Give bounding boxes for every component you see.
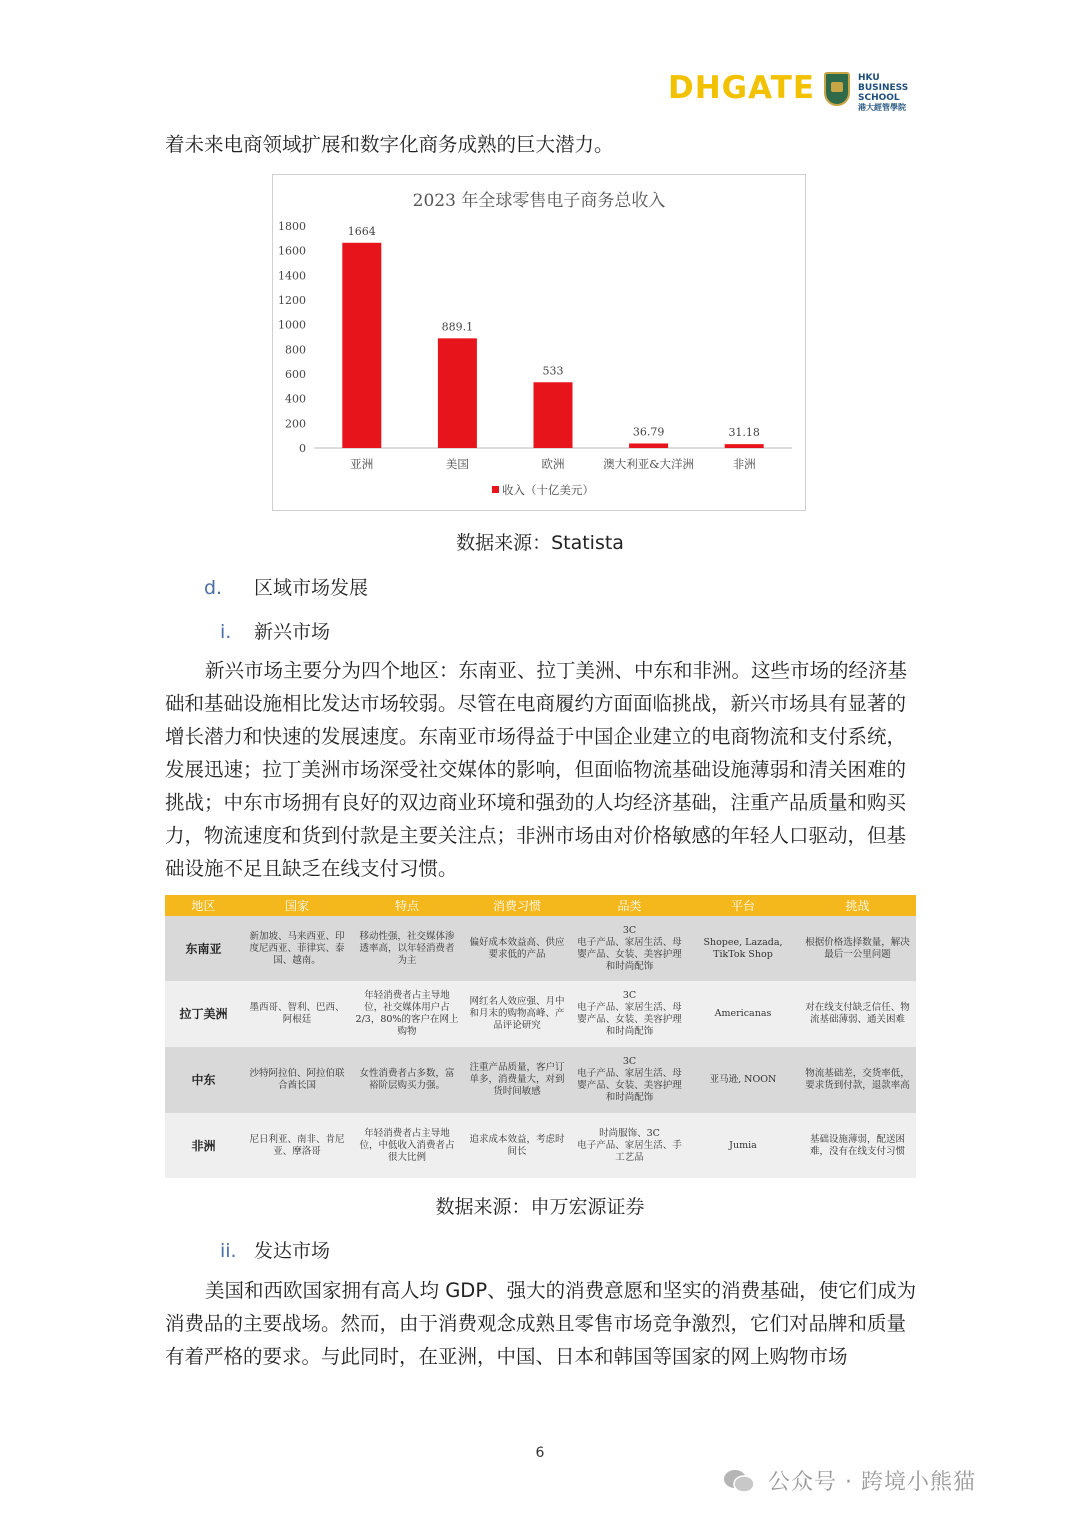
table-cell: Shopee, Lazada, TikTok Shop (687, 916, 799, 981)
table-cell: 沙特阿拉伯、阿拉伯联合酋长国 (242, 1047, 352, 1113)
legend-label: 收入（十亿美元） (502, 483, 594, 497)
table-cell: 注重产品质量，客户订单多，消费量大，对到货时间敏感 (462, 1047, 572, 1113)
bar-value-label: 1664 (347, 224, 376, 238)
header-categories: 品类 (572, 895, 687, 916)
regional-market-table (165, 895, 916, 1178)
section-d-heading (204, 573, 368, 600)
table-cell-region: 拉丁美洲 (165, 981, 242, 1047)
header-habits: 消费习惯 (462, 895, 572, 916)
table-cell: 3C 电子产品、家居生活、母婴产品、女装、美容护理和时尚配饰 (572, 916, 687, 981)
table-cell: 根据价格选择数量，解决最后一公里问题 (799, 916, 916, 981)
bar (629, 443, 668, 448)
table-cell: 尼日利亚、南非、肯尼亚、摩洛哥 (242, 1113, 352, 1178)
intro-line: 着未来电商领域扩展和数字化商务成熟的巨大潜力。 (165, 133, 614, 156)
hku-shield-icon (824, 72, 850, 106)
hku-line-3: SCHOOL (858, 93, 900, 103)
bar-value-label: 533 (542, 364, 564, 378)
table-cell: 移动性强，社交媒体渗透率高，以年轻消费者为主 (352, 916, 462, 981)
hku-line-2: BUSINESS (858, 83, 909, 93)
chart-title: 2023 年全球零售电子商务总收入 (412, 191, 666, 211)
hku-logo-text (858, 73, 908, 113)
table-header-row (165, 895, 916, 916)
y-tick-label: 200 (285, 417, 306, 431)
table-row (165, 1047, 916, 1113)
table-cell-region: 非洲 (165, 1113, 242, 1178)
header-features: 特点 (352, 895, 462, 916)
emerging-markets-paragraph (165, 654, 925, 885)
table-cell-region: 东南亚 (165, 916, 242, 981)
bar (342, 243, 381, 448)
table-cell: 网红名人效应强、月中和月末的购物高峰、产品评论研究 (462, 981, 572, 1047)
bar (438, 338, 477, 448)
y-tick-label: 0 (299, 442, 306, 455)
dhgate-logo: DHGATE (668, 70, 816, 106)
table-cell: 物流基础差，交货率低，要求货到付款，退款率高 (799, 1047, 916, 1113)
section-d-number: d. (204, 577, 223, 599)
x-tick-label: 亚洲 (350, 457, 374, 471)
legend-swatch (492, 486, 499, 493)
table-cell: 3C 电子产品、家居生活、母婴产品、女装、美容护理和时尚配饰 (572, 1047, 687, 1113)
bar-value-label: 31.18 (728, 426, 760, 440)
header-country: 国家 (242, 895, 352, 916)
hku-line-1: HKU (858, 73, 880, 83)
header-platform: 平台 (687, 895, 799, 916)
bar-value-label: 889.1 (441, 320, 474, 334)
x-tick-label: 美国 (445, 457, 469, 471)
watermark-text: 公众号 · 跨境小熊猫 (768, 1470, 976, 1495)
section-i-title: 新兴市场 (254, 621, 331, 643)
section-i-number: i. (220, 621, 232, 643)
y-tick-label: 1400 (278, 269, 306, 283)
emerging-markets-text: 新兴市场主要分为四个地区：东南亚、拉丁美洲、中东和非洲。这些市场的经济基础和基础设施相比发达市场较弱。尽管在电商履约方面面临挑战，新兴市场具有显著的增长潜力和快速的发展速度。东南亚市场得益于中国企业建立的电商物流和支付系统，发展迅速；拉丁美洲市场深受社交媒体的影响，但面临物流基础设施薄弱和清关困难的挑战；中东市场拥有良好的双边商业环境和强劲的人均经济基础，注重产品质量和购买力，物流速度和货到付款是主要关注点；非洲市场由对价格敏感的年轻人口驱动，但基础设施不足且缺乏在线支付习惯。 (165, 659, 908, 880)
wechat-icon (722, 1468, 756, 1494)
table-cell: Americanas (687, 981, 799, 1047)
table-caption: 数据来源：申万宏源证券 (435, 1196, 645, 1218)
y-tick-label: 1000 (278, 318, 306, 332)
x-tick-label: 非洲 (732, 457, 756, 471)
y-tick-label: 800 (285, 343, 306, 357)
x-tick-label: 澳大利亚&大洋洲 (603, 457, 694, 471)
y-tick-label: 1800 (278, 220, 306, 233)
header-region: 地区 (165, 895, 242, 916)
table-cell: 新加坡、马来西亚、印度尼西亚、菲律宾、泰国、越南。 (242, 916, 352, 981)
page-number: 6 (535, 1445, 545, 1461)
table-cell: 时尚服饰、3C 电子产品、家居生活、手工艺品 (572, 1113, 687, 1178)
section-ii-heading (220, 1236, 330, 1263)
table-row (165, 1113, 916, 1178)
header-challenges: 挑战 (799, 895, 916, 916)
table-cell-region: 中东 (165, 1047, 242, 1113)
table-cell: 3C 电子产品、家居生活、母婴产品、女装、美容护理和时尚配饰 (572, 981, 687, 1047)
table-cell: 偏好成本效益高、供应要求低的产品 (462, 916, 572, 981)
bar (725, 444, 764, 448)
table-cell: 对在线支付缺乏信任、物流基础薄弱、通关困难 (799, 981, 916, 1047)
section-ii-number: ii. (220, 1240, 237, 1262)
y-tick-label: 600 (285, 368, 306, 381)
table-cell: Jumia (687, 1113, 799, 1178)
bar-value-label: 36.79 (632, 425, 665, 439)
hku-line-4: 港大經管學院 (858, 103, 906, 112)
table-cell: 女性消费者占多数，富裕阶层购买力强。 (352, 1047, 462, 1113)
y-tick-label: 1200 (278, 294, 306, 307)
y-tick-label: 1600 (278, 244, 306, 258)
table-cell: 年轻消费者占主导地位，社交媒体用户占2/3，80%的客户在网上购物 (352, 981, 462, 1047)
table-row (165, 981, 916, 1047)
table-row (165, 916, 916, 981)
table-cell: 墨西哥、智利、巴西、阿根廷 (242, 981, 352, 1047)
developed-markets-paragraph (165, 1274, 925, 1373)
table-cell: 基础设施薄弱，配送困难，没有在线支付习惯 (799, 1113, 916, 1178)
chart-caption: 数据来源：Statista (456, 532, 624, 554)
bar (534, 382, 573, 448)
section-d-title: 区域市场发展 (254, 577, 369, 599)
developed-markets-text: 美国和西欧国家拥有高人均 GDP、强大的消费意愿和坚实的消费基础，使它们成为消费品的主要战场。然而，由于消费观念成熟且零售市场竞争激烈，它们对品牌和质量有着严格的要求。与此同时，在亚洲，中国、日本和韩国等国家的网上购物市场 (165, 1279, 917, 1368)
x-tick-label: 欧洲 (541, 457, 565, 471)
table-cell: 追求成本效益，考虑时间长 (462, 1113, 572, 1178)
table-cell: 亚马逊, NOON (687, 1047, 799, 1113)
bar-chart (272, 174, 806, 511)
y-tick-label: 400 (285, 392, 306, 406)
table-cell: 年轻消费者占主导地位，中低收入消费者占很大比例 (352, 1113, 462, 1178)
section-i-heading (220, 617, 330, 644)
section-ii-title: 发达市场 (254, 1240, 331, 1262)
